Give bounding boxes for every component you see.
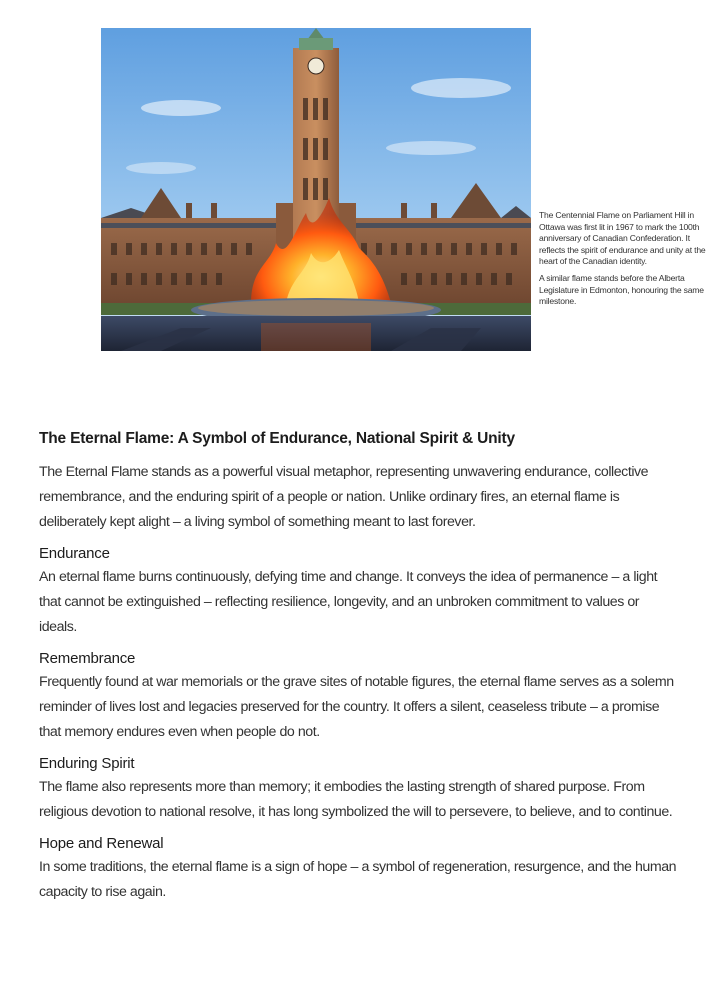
section-text: In some traditions, the eternal flame is a sign of hope – a symbol of regeneration, resurgence, and the human capacity to rise again. xyxy=(39,859,677,900)
article-title: The Eternal Flame: A Symbol of Endurance, National Spirit & Unity xyxy=(39,430,515,447)
section-heading: Remembrance xyxy=(39,650,136,667)
section-enduring-spirit xyxy=(39,753,679,825)
section-text: The flame also represents more than memory; it embodies the lasting strength of shared purpose. From religious devotion to national resolve, it has long symbolized the will to persevere, to believe, and to continue. xyxy=(39,779,673,820)
photo-illustration xyxy=(101,28,531,351)
section-heading: Enduring Spirit xyxy=(39,755,135,772)
section-hope-and-renewal xyxy=(39,833,679,905)
section-heading: Endurance xyxy=(39,545,110,562)
photo-caption xyxy=(539,210,707,313)
caption-paragraph: The Centennial Flame on Parliament Hill in Ottawa was first lit in 1967 to mark the 100th anniversary of Canadian Confederation. It reflects the spirit of endurance and unity at the heart of the Canadian identity. xyxy=(539,210,706,267)
section-heading: Hope and Renewal xyxy=(39,835,164,852)
section-remembrance xyxy=(39,648,679,745)
caption-paragraph: A similar flame stands before the Alberta Legislature in Edmonton, honouring the same milestone. xyxy=(539,272,704,307)
section-text: An eternal flame burns continuously, defying time and change. It conveys the idea of permanence – a light that cannot be extinguished – reflecting resilience, longevity, and an unbroken commitment to values or ideals. xyxy=(39,569,658,635)
section-text: Frequently found at war memorials or the grave sites of notable figures, the eternal flame serves as a solemn reminder of lives lost and legacies preserved for the country. It offers a silent, ceaseless tribute – a promise that memory endures even when people do not. xyxy=(39,674,674,740)
article-intro: The Eternal Flame stands as a powerful visual metaphor, representing unwavering endurance, collective remembrance, and the enduring spirit of a people or nation. Unlike ordinary fires, an eternal flame is deliberately kept alight – a living symbol of something meant to last forever. xyxy=(39,464,649,530)
article xyxy=(39,428,679,913)
parliament-eternal-flame-photo xyxy=(101,28,531,351)
section-endurance xyxy=(39,543,679,640)
